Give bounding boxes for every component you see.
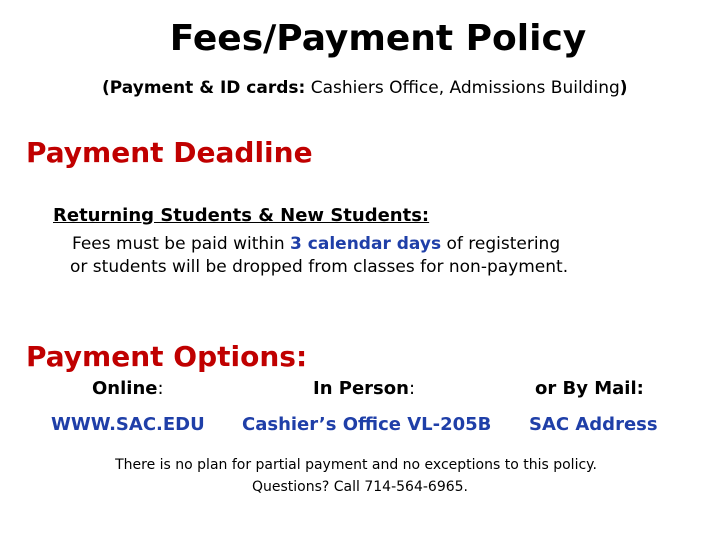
- subtitle-regular-part: Cashiers Office, Admissions Building: [305, 78, 620, 98]
- fees-line-1-after: of registering: [441, 234, 561, 254]
- payment-deadline-heading: Payment Deadline: [26, 136, 313, 169]
- subtitle-open-paren: (: [102, 78, 110, 98]
- in-person-label-text: In Person: [313, 378, 409, 399]
- calendar-days-emphasis: 3 calendar days: [290, 234, 442, 254]
- cashier-office-location: Cashier’s Office VL-205B: [242, 414, 492, 435]
- page-title: Fees/Payment Policy: [169, 18, 587, 59]
- in-person-option-label: [313, 378, 415, 399]
- online-label-colon: :: [157, 378, 164, 399]
- payment-options-heading: Payment Options:: [26, 340, 308, 373]
- online-option-label: [92, 378, 164, 399]
- partial-payment-notice: There is no plan for partial payment and no exceptions to this policy.: [115, 457, 597, 473]
- subtitle-close-paren: ): [619, 78, 628, 98]
- online-website-link[interactable]: WWW.SAC.EDU: [51, 414, 205, 435]
- fees-line-1-before: Fees must be paid within: [72, 234, 291, 254]
- online-label-text: Online: [92, 378, 158, 399]
- subtitle-bold-part: Payment & ID cards:: [109, 78, 306, 98]
- returning-students-heading: Returning Students & New Students:: [53, 205, 430, 226]
- questions-prefix: Questions?: [251, 479, 334, 495]
- fees-deadline-line-2: or students will be dropped from classes for non-payment.: [70, 257, 569, 277]
- questions-line: [0, 479, 720, 495]
- mail-option-label: or By Mail:: [535, 378, 644, 399]
- in-person-label-colon: :: [408, 378, 416, 399]
- phone-number: Call 714-564-6965.: [333, 479, 468, 495]
- sac-address: SAC Address: [529, 414, 658, 435]
- location-subtitle: [102, 78, 628, 98]
- fees-deadline-line-1: [72, 234, 560, 254]
